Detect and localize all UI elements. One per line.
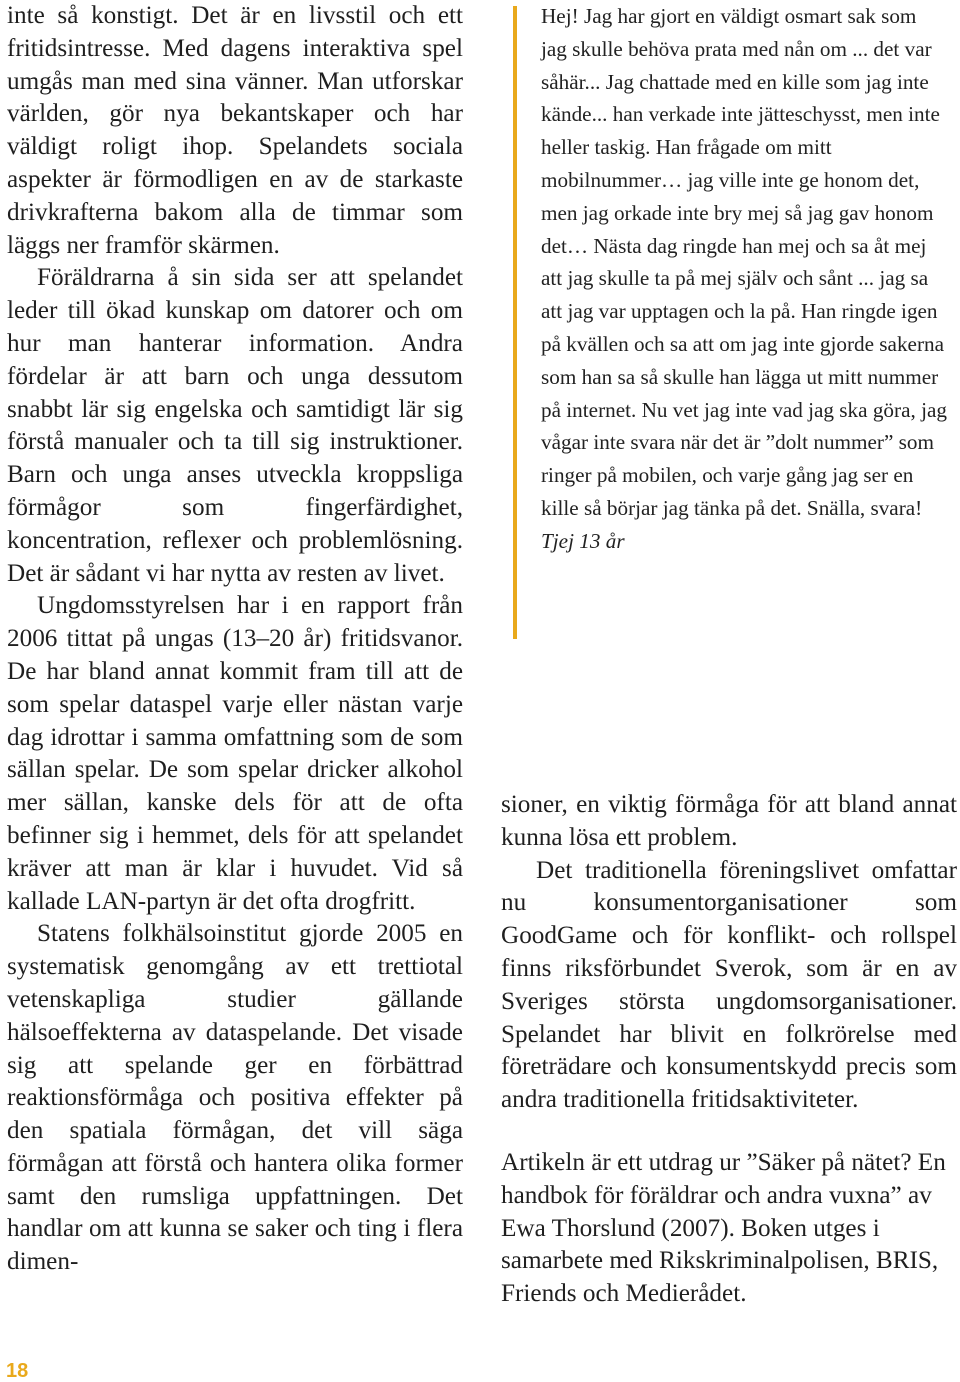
left-column (7, 0, 463, 1279)
paragraph: sioner, en viktig förmåga för att bland annat kunna lösa ett problem. (501, 791, 957, 851)
paragraph: Ungdomsstyrelsen har i en rapport från 2006 tittat på ungas (13–20 år) fritidsvanor. De har bland annat kommit fram till att de som spelar dataspel varje eller nästan varje dag idrottar i samma omfattning som de som sällan spelar. De som spelar dricker alkohol mer sällan, kanske dels för att de ofta befinner sig i hemmet, dels för att spelandet kräver att man är klar i huvudet. Vid så kallade LAN-partyn är det ofta drogfritt. (7, 592, 463, 915)
paragraph: Det traditionella föreningslivet omfattar nu konsumentorganisationer som GoodGame och för konflikt- och rollspel finns riksförbundet Sverok, som är en av Sveriges största ungdomsorganisationer. Spelandet har blivit en folkrörelse med företrädare och konsumentskydd precis som andra traditionella fritidsaktiviteter. (501, 856, 957, 1114)
reader-letter-box (541, 0, 947, 558)
paragraph: Statens folkhälsoinstitut gjorde 2005 en systematisk genomgång av ett trettiotal vetenskapliga studier gällande hälsoeffekterna av dataspelande. Det visade sig att spelande ger en förbättrad reaktionsförmåga och positiva effekter på den spatiala förmågan, det vill säga förmågan att förstå och hantera olika former samt den rumsliga uppfattningen. Det handlar om att kunna se saker och ting i flera dimen- (7, 920, 463, 1276)
letter-signature: Tjej 13 år (541, 528, 625, 553)
paragraph: inte så konstigt. Det är en livsstil och ett fritidsintresse. Med dagens interaktiva spel umgås man med sina vänner. Man utforskar världen, gör nya bekantskaper och har väldigt roligt ihop. Spelandets sociala aspekter är förmodligen en av de starkaste drivkrafterna bakom alla de timmar som läggs ner framför skärmen. (7, 2, 463, 259)
letter-text: Hej! Jag har gjort en väldigt osmart sak som jag skulle behöva prata med nån om ... det var såhär... Jag chattade med en kille som jag inte kände... han verkade inte jätteschysst, men inte heller taskig. Han frågade om mitt mobilnummer… jag ville inte ge honom det, men jag orkade inte bry mej så jag gav honom det… Nästa dag ringde han mej och sa åt mej att jag skulle ta på mej själv och sånt ... jag sa att jag var upptagen och la på. Han ringde igen på kvällen och sa att om jag inte gjorde sakerna som han sa så skulle han lägga ut mitt nummer på internet. Nu vet jag inte vad jag ska göra, jag vågar inte svara när det är ”dolt nummer” som ringer på mobilen, och varje gång jag ser en kille så börjar jag tänka på det. Snälla, svara! (541, 4, 947, 520)
source-note: Artikeln är ett utdrag ur ”Säker på nätet? En handbok för föräldrar och andra vuxna” av Ewa Thorslund (2007). Boken utges i samarbete med Rikskriminalpolisen, BRIS, Friends och Medierådet. (501, 1148, 946, 1308)
quote-accent-rule (513, 6, 517, 639)
right-column (501, 789, 957, 1311)
paragraph: Föräldrarna å sin sida ser att spelandet leder till ökad kunskap om datorer och om hur man hanterar information. Andra fördelar är att barn och unga dessutom snabbt lär sig engelska och samtidigt lär sig förstå manualer och ta till sig instruktioner. Barn och unga anses utveckla kroppsliga förmågor som fingerfärdighet, koncentration, reflexer och problemlösning. Det är sådant vi har nytta av resten av livet. (7, 264, 463, 587)
page-number: 18 (6, 1360, 29, 1382)
